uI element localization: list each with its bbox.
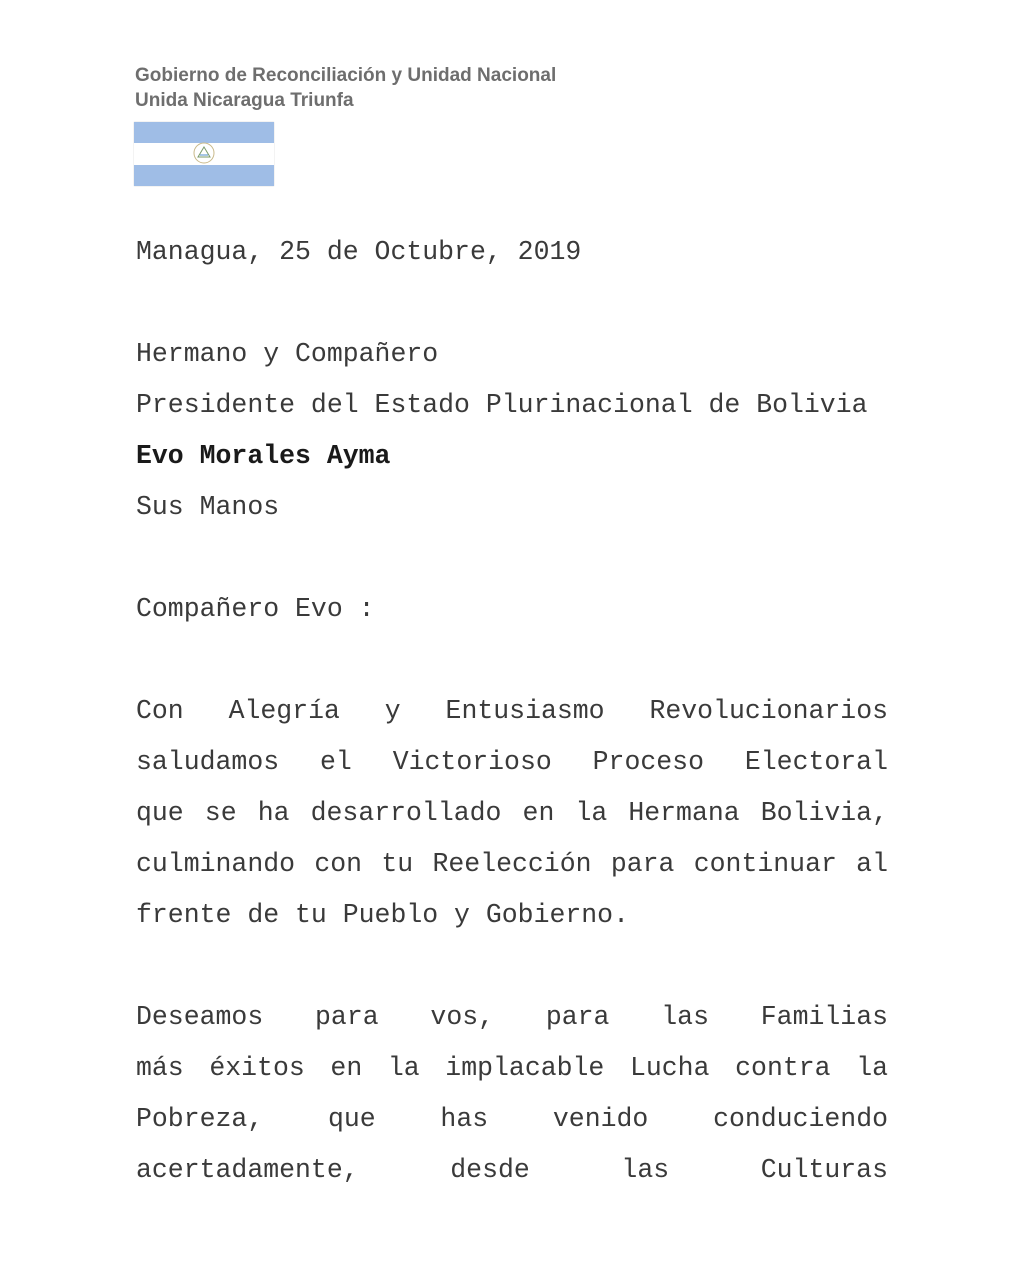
salutation: Compañero Evo : [136,594,375,624]
paragraph1-line: frente de tu Pueblo y Gobierno. [136,900,629,930]
flag-bottom-band [134,165,274,186]
recipient-greeting: Hermano y Compañero [136,339,439,369]
letterhead-government-name: Gobierno de Reconciliación y Unidad Nacional [135,65,557,86]
blank-line [136,533,888,584]
letterhead [135,63,556,113]
blank-line [136,941,888,992]
nicaragua-coat-of-arms-icon [193,142,215,164]
paragraph1-line: culminando con tu Reelección para continuar al [136,849,888,879]
paragraph1-line: que se ha desarrollado en la Hermana Bolivia, [136,798,888,828]
letter-body [136,227,888,1196]
nicaragua-flag [134,122,274,186]
recipient-title: Presidente del Estado Plurinacional de Bolivia [136,390,868,420]
paragraph2-line: más éxitos en la implacable Lucha contra la [136,1053,888,1083]
paragraph2-line: Deseamos para vos, para las Familias [136,1002,888,1032]
blank-line [136,635,888,686]
blank-line [136,278,888,329]
recipient-name: Evo Morales Ayma [136,441,391,471]
paragraph1-line: Con Alegría y Entusiasmo Revolucionarios [136,696,888,726]
paragraph2-line: Pobreza, que has venido conduciendo [136,1104,888,1134]
paragraph1-line: saludamos el Victorioso Proceso Electoral [136,747,888,777]
date-line: Managua, 25 de Octubre, 2019 [136,237,582,267]
flag-top-band [134,122,274,143]
paragraph2-line: acertadamente, desde las Culturas [136,1155,888,1185]
recipient-delivery: Sus Manos [136,492,280,522]
letterhead-slogan: Unida Nicaragua Triunfa [135,90,354,111]
